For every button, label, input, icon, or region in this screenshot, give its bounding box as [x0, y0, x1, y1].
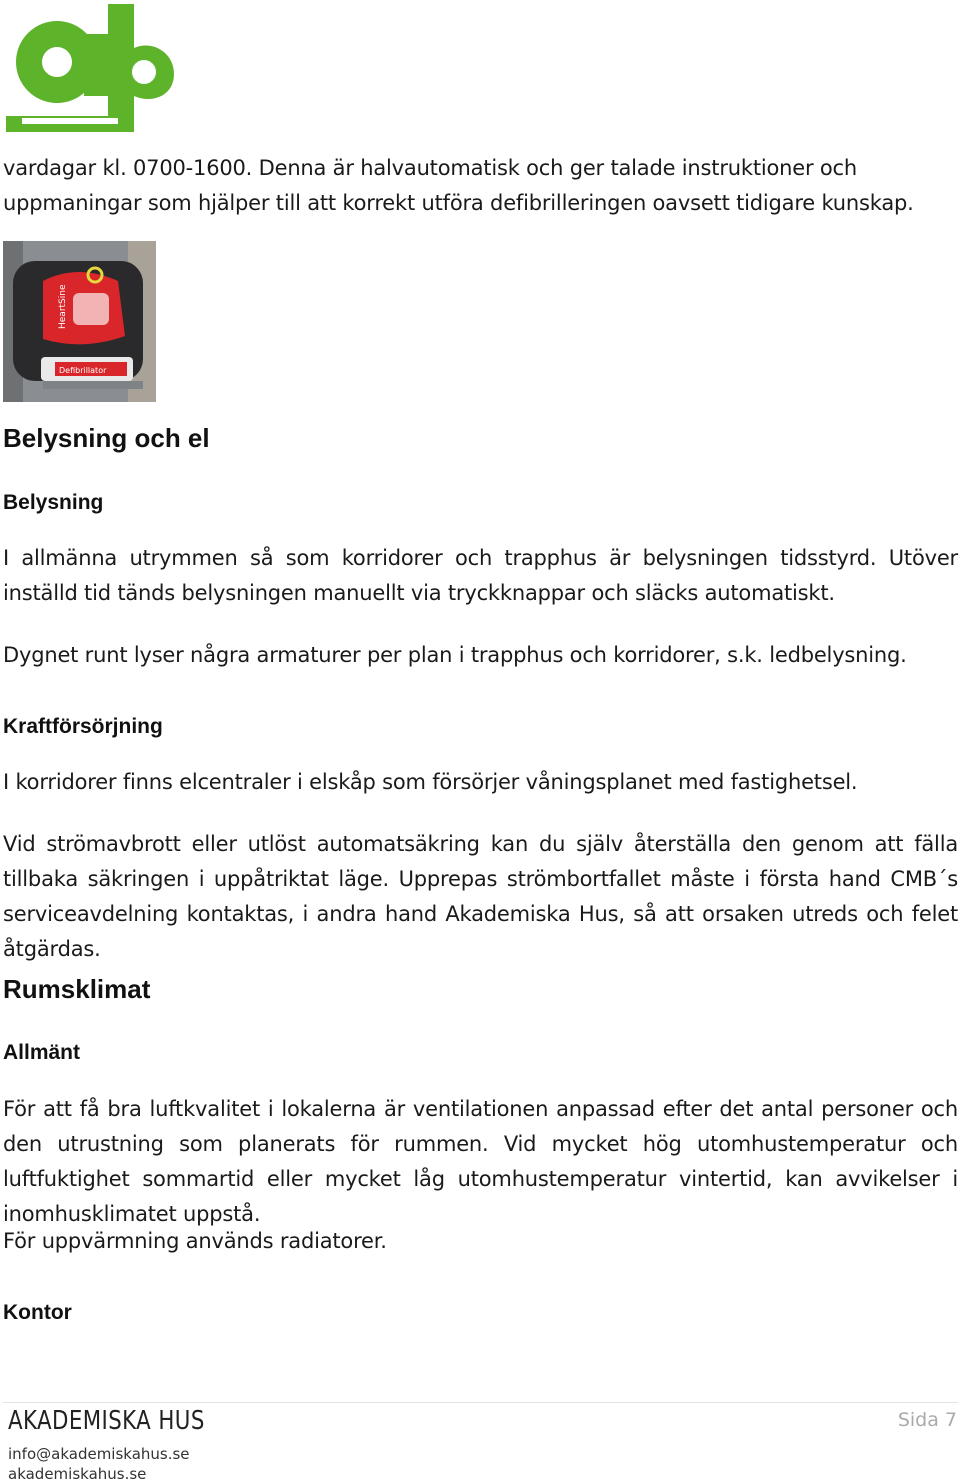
page-number: Sida 7	[897, 1409, 957, 1431]
kraft-paragraph-2: Vid strömavbrott eller utlöst automatsäkring kan du själv återställa den genom att fälla tillbaka säkringen i uppåtriktat läge. Upprepas strömbortfallet måste i första hand CMB´s serviceavdelning kontaktas, i andra hand Akademiska Hus, så att orsaken utreds och felet åtgärdas.	[3, 832, 958, 961]
defibrillator-photo	[3, 241, 156, 402]
heading-kontor: Kontor	[3, 1301, 72, 1324]
belysning-paragraph-2: Dygnet runt lyser några armaturer per plan i trapphus och korridorer, s.k. ledbelysning.	[3, 643, 907, 667]
aed-brand-text: HeartSine	[58, 284, 68, 329]
footer-website: akademiskahus.se	[8, 1465, 147, 1483]
heading-allmant: Allmänt	[3, 1041, 81, 1064]
kraft-paragraph-1: I korridorer finns elcentraler i elskåp som försörjer våningsplanet med fastighetsel.	[3, 770, 858, 794]
belysning-paragraph-1: I allmänna utrymmen så som korridorer och trapphus är belysningen tidsstyrd. Utöver inställd tid tänds belysningen manuellt via tryckknappar och släcks automatiskt.	[3, 546, 958, 605]
footer-brand: AKADEMISKA HUS	[8, 1406, 205, 1436]
footer-email: info@akademiskahus.se	[8, 1445, 190, 1463]
footer-divider	[3, 1402, 958, 1403]
heading-rumsklimat: Rumsklimat	[3, 974, 151, 1004]
akademiska-hus-logo	[2, 0, 177, 136]
allmant-paragraph-2: För uppvärmning används radiatorer.	[3, 1229, 387, 1253]
allmant-paragraph-1: För att få bra luftkvalitet i lokalerna är ventilationen anpassad efter det antal personer och den utrustning som planerats för rummen. Vid mycket hög utomhustemperatur och luftfuktighet sommartid eller mycket låg utomhustemperatur vintertid, kan avvikelser i inomhusklimatet uppstå.	[3, 1097, 958, 1226]
heading-kraftforsorjning: Kraftförsörjning	[3, 715, 163, 738]
heading-belysning-och-el: Belysning och el	[3, 423, 210, 453]
intro-paragraph: vardagar kl. 0700-1600. Denna är halvautomatisk och ger talade instruktioner och uppmaningar som hjälper till att korrekt utföra defibrilleringen oavsett tidigare kunskap.	[3, 156, 914, 215]
heading-belysning: Belysning	[3, 491, 104, 514]
aed-label-text: Defibrillator	[59, 366, 107, 375]
